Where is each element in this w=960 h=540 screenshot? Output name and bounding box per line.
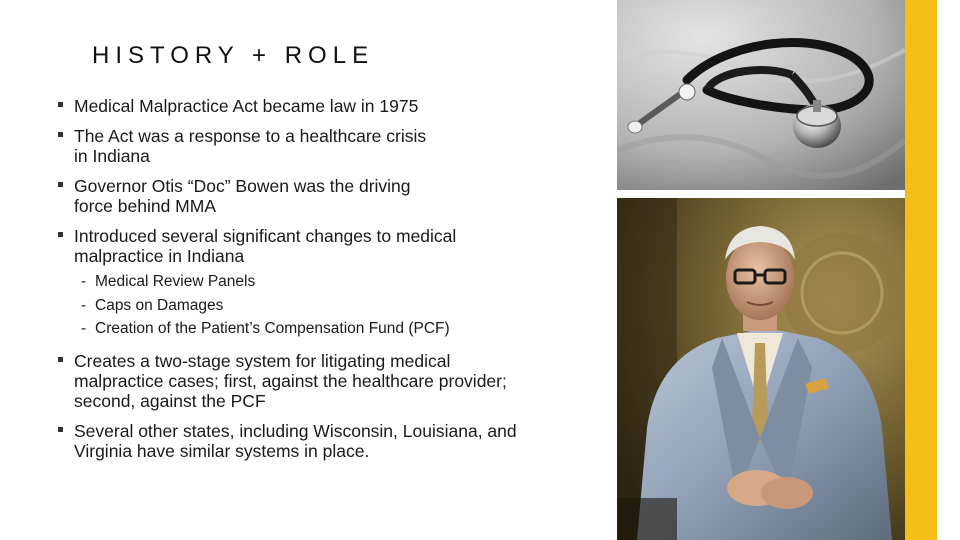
square-bullet-icon xyxy=(58,427,63,432)
bullet-item xyxy=(58,96,504,116)
sub-item-text: Caps on Damages xyxy=(95,296,224,314)
square-bullet-icon xyxy=(58,182,63,187)
stethoscope-photo xyxy=(617,0,905,190)
sub-item xyxy=(74,317,534,341)
sub-item-text: Medical Review Panels xyxy=(95,273,256,290)
sub-item xyxy=(74,270,534,294)
edge-strip xyxy=(937,0,960,540)
square-bullet-icon xyxy=(58,232,63,237)
bullet-item xyxy=(58,351,534,411)
bullet-item xyxy=(58,176,419,216)
bullet-item xyxy=(58,421,564,461)
bullet-text: Introduced several significant changes to medical malpractice in Indiana xyxy=(74,226,457,266)
slide-title: HISTORY + ROLE xyxy=(92,42,375,69)
bullet-text: Governor Otis “Doc” Bowen was the driving force behind MMA xyxy=(74,176,411,216)
bullet-text: Medical Malpractice Act became law in 1975 xyxy=(74,96,419,116)
portrait-painting xyxy=(617,198,905,540)
accent-bar xyxy=(905,0,937,540)
bullet-item xyxy=(58,226,534,341)
bullet-list xyxy=(58,96,578,471)
dash-bullet-icon: - xyxy=(81,273,87,290)
square-bullet-icon xyxy=(58,357,63,362)
image-divider xyxy=(617,190,905,198)
dash-bullet-icon: - xyxy=(81,296,87,314)
sub-item xyxy=(74,294,534,318)
bullet-text: The Act was a response to a healthcare crisis in Indiana xyxy=(74,126,427,166)
bullet-text: Several other states, including Wisconsin, Louisiana, and Virginia have similar systems in place. xyxy=(74,420,517,461)
sub-list xyxy=(74,270,534,341)
dash-bullet-icon: - xyxy=(81,320,87,337)
bullet-item xyxy=(58,126,444,166)
bullet-text: Creates a two-stage system for litigating medical malpractice cases; first, against the healthcare provider; second, against the PCF xyxy=(74,350,507,411)
square-bullet-icon xyxy=(58,102,63,107)
sub-item-text: Creation of the Patient’s Compensation Fund (PCF) xyxy=(95,320,450,337)
square-bullet-icon xyxy=(58,132,63,137)
